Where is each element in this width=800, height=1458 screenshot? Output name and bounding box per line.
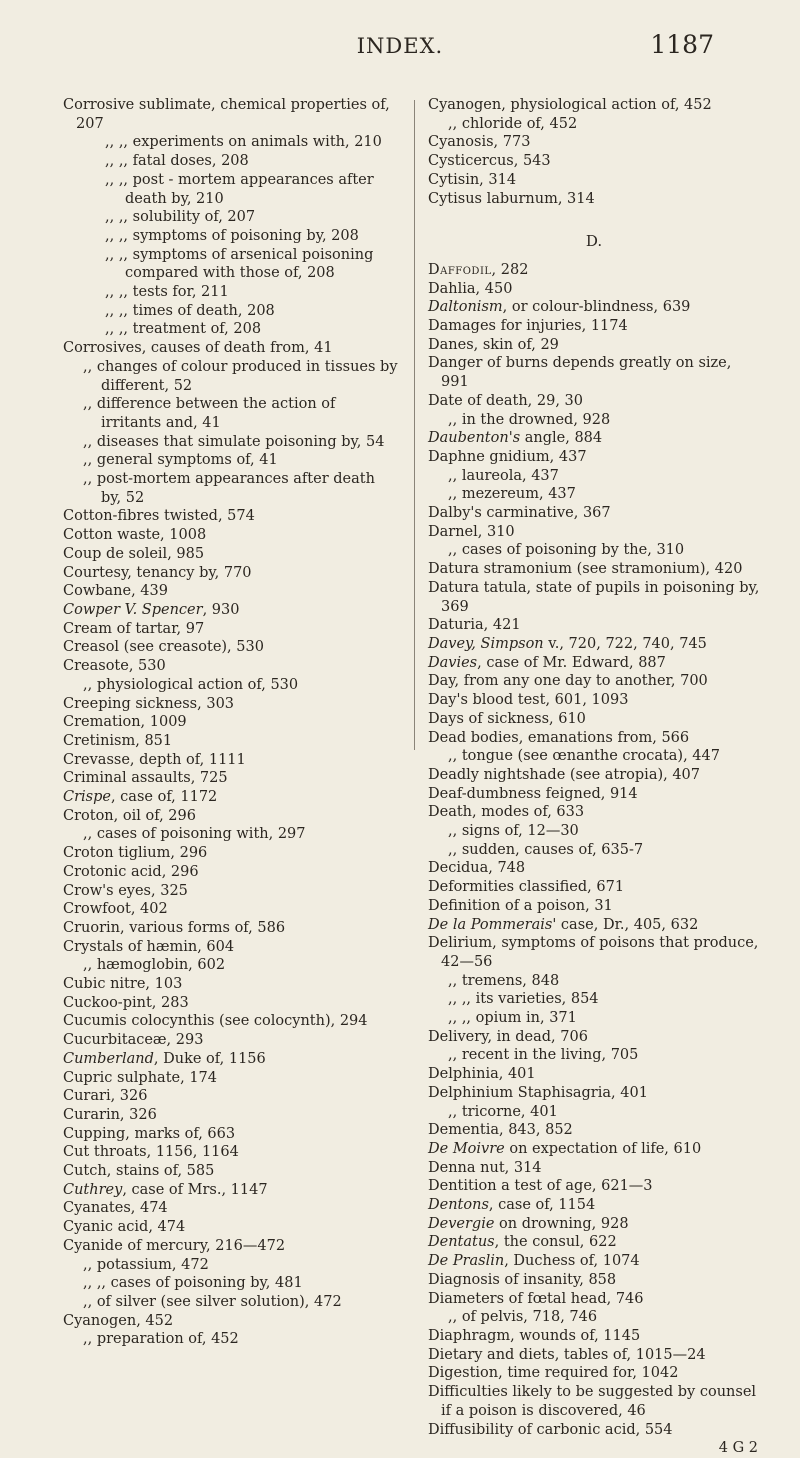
index-entry: Daphne gnidium, 437: [428, 448, 587, 465]
index-entry: Croton tiglium, 296: [63, 845, 208, 862]
index-entry: ,, laureola, 437: [448, 467, 559, 484]
right-bottom-entries: [428, 261, 760, 1439]
index-entry: Crowfoot, 402: [63, 901, 168, 918]
index-entry: Cytisin, 314: [428, 171, 517, 188]
index-entry: Daubenton's angle, 884: [428, 430, 603, 447]
index-entry: ,, post-mortem appearances after death by, 52: [83, 471, 375, 506]
index-entry: Danger of burns depends greatly on size, 991: [428, 355, 732, 391]
index-entry: Diameters of fœtal head, 746: [428, 1290, 644, 1307]
index-entry: Creasote, 530: [63, 658, 166, 675]
index-entry: Coup de soleil, 985: [63, 545, 205, 562]
index-entry: De la Pommerais' case, Dr., 405, 632: [428, 916, 699, 933]
index-entry: Delirium, symptoms of poisons that produce, 42—56: [428, 935, 759, 970]
index-entry: Cyanates, 474: [63, 1200, 168, 1217]
index-entry: ,, changes of colour produced in tissues by different, 52: [83, 358, 398, 394]
index-entry: Damages for injuries, 1174: [428, 318, 628, 335]
index-entry: Dentition a test of age, 621—3: [428, 1178, 653, 1195]
index-entry: Denna nut, 314: [428, 1159, 542, 1176]
index-entry: Cysticercus, 543: [428, 153, 551, 170]
index-entry: Cupric sulphate, 174: [63, 1069, 217, 1086]
index-entry: Curari, 326: [63, 1088, 148, 1105]
index-entry: Cyanosis, 773: [428, 134, 531, 151]
index-entry: Danes, skin of, 29: [428, 336, 559, 353]
index-entry: Diagnosis of insanity, 858: [428, 1271, 617, 1288]
index-entry: Daturia, 421: [428, 617, 521, 634]
index-entry: Cuckoo-pint, 283: [63, 994, 189, 1011]
index-entry: Cut throats, 1156, 1164: [63, 1144, 239, 1161]
index-entry: ,, signs of, 12—30: [448, 823, 579, 840]
column-divider: [414, 100, 415, 750]
index-entry: ,, ,, its varieties, 854: [448, 991, 599, 1008]
index-entry: Dalby's carminative, 367: [428, 505, 611, 522]
right-top-entries: [428, 96, 760, 208]
index-entry: Corrosives, causes of death from, 41: [63, 340, 333, 357]
index-entry: Curarin, 326: [63, 1106, 157, 1123]
index-entry: ,, potassium, 472: [83, 1256, 209, 1273]
index-entry: ,, difference between the action of irritants and, 41: [83, 396, 336, 431]
index-entry: Dahlia, 450: [428, 280, 513, 297]
index-entry: ,, recent in the living, 705: [448, 1047, 639, 1064]
index-entry: Cowbane, 439: [63, 583, 168, 600]
index-entry: Deformities classified, 671: [428, 879, 625, 896]
index-entry: Deaf-dumbness feigned, 914: [428, 785, 638, 802]
index-entry: Devergie on drowning, 928: [428, 1215, 629, 1232]
index-entry: Crow's eyes, 325: [63, 882, 188, 899]
index-entry: ,, ,, tests for, 211: [105, 284, 229, 301]
index-entry: ,, in the drowned, 928: [448, 411, 611, 428]
index-entry: ,, ,, symptoms of poisoning by, 208: [105, 227, 359, 244]
running-title: INDEX.: [356, 34, 444, 58]
index-entry: ,, tremens, 848: [448, 972, 560, 989]
section-letter: D.: [585, 232, 603, 251]
index-entry: Dementia, 843, 852: [428, 1122, 573, 1139]
index-entry: De Praslin, Duchess of, 1074: [428, 1253, 640, 1270]
index-entry: Day, from any one day to another, 700: [428, 673, 708, 690]
left-column: [63, 96, 399, 1349]
index-entry: ,, general symptoms of, 41: [83, 452, 278, 469]
index-entry: ,, ,, symptoms of arsenical poisoning compared with those of, 208: [105, 246, 374, 282]
index-entry: ,, of silver (see silver solution), 472: [83, 1294, 342, 1310]
index-entry: Daltonism, or colour-blindness, 639: [428, 299, 691, 316]
index-entry: Crispe, case of, 1172: [63, 789, 218, 806]
index-entry: Difficulties likely to be suggested by counsel if a poison is discovered, 46: [428, 1384, 757, 1419]
index-entry: ,, ,, post - mortem appearances after death by, 210: [105, 171, 374, 207]
index-entry: ,, sudden, causes of, 635-7: [448, 841, 644, 858]
index-entry: Creasol (see creasote), 530: [63, 639, 264, 656]
index-entry: Delphinia, 401: [428, 1066, 536, 1083]
index-entry: ,, cases of poisoning with, 297: [83, 826, 306, 843]
index-entry: ,, ,, experiments on animals with, 210: [105, 134, 382, 151]
index-entry: Creeping sickness, 303: [63, 695, 235, 712]
index-entry: Dentatus, the consul, 622: [428, 1234, 617, 1251]
index-entry: Croton, oil of, 296: [63, 807, 196, 824]
index-entry: Davey, Simpson v., 720, 722, 740, 745: [428, 635, 707, 652]
index-entry: Dead bodies, emanations from, 566: [428, 729, 690, 746]
index-entry: Deadly nightshade (see atropia), 407: [428, 766, 701, 783]
index-entry: Davies, case of Mr. Edward, 887: [428, 654, 666, 671]
index-entry: Cyanide of mercury, 216—472: [63, 1237, 286, 1254]
index-entry: Day's blood test, 601, 1093: [428, 692, 629, 709]
index-entry: ,, preparation of, 452: [83, 1331, 239, 1348]
index-entry: Diaphragm, wounds of, 1145: [428, 1328, 641, 1344]
index-entry: Cytisus laburnum, 314: [428, 190, 595, 207]
page-number: 1187: [650, 30, 714, 59]
index-entry: Cyanogen, 452: [63, 1312, 174, 1329]
index-entry: ,, ,, times of death, 208: [105, 302, 275, 319]
index-entry: Cremation, 1009: [63, 714, 187, 731]
index-entry: ,, chloride of, 452: [448, 115, 578, 132]
index-entry: Corrosive sublimate, chemical properties of, 207: [63, 97, 390, 132]
index-entry: Cucumis colocynthis (see colocynth), 294: [63, 1013, 368, 1030]
index-entry: Cowper V. Spencer, 930: [63, 601, 240, 618]
index-entry: ,, ,, fatal doses, 208: [105, 153, 249, 170]
index-entry: ,, physiological action of, 530: [83, 676, 299, 693]
index-entry: Cuthrey, case of Mrs., 1147: [63, 1181, 268, 1198]
index-entry: Delivery, in dead, 706: [428, 1028, 588, 1045]
index-entry: Daffodil, 282: [428, 261, 529, 278]
index-entry: Cotton-fibres twisted, 574: [63, 508, 255, 525]
index-entry: Cumberland, Duke of, 1156: [63, 1050, 266, 1067]
index-entry: Decidua, 748: [428, 860, 526, 877]
index-entry: Cotton waste, 1008: [63, 527, 207, 544]
index-entry: Cruorin, various forms of, 586: [63, 919, 286, 936]
index-entry: Dietary and diets, tables of, 1015—24: [428, 1346, 706, 1363]
index-entry: ,, of pelvis, 718, 746: [448, 1309, 598, 1326]
index-entry: Cream of tartar, 97: [63, 620, 205, 637]
right-column: [428, 96, 760, 1458]
index-entry: ,, cases of poisoning by the, 310: [448, 542, 685, 559]
index-entry: Datura stramonium (see stramonium), 420: [428, 561, 743, 578]
index-entry: ,, diseases that simulate poisoning by, 54: [83, 433, 385, 450]
index-entry: Crotonic acid, 296: [63, 863, 199, 880]
index-entry: Days of sickness, 610: [428, 710, 586, 727]
index-entry: Delphinium Staphisagria, 401: [428, 1084, 648, 1101]
index-entry: Datura tatula, state of pupils in poisoning by, 369: [428, 579, 760, 615]
index-entry: Cubic nitre, 103: [63, 976, 183, 993]
index-entry: Diffusibility of carbonic acid, 554: [428, 1421, 673, 1438]
index-entry: Darnel, 310: [428, 523, 515, 540]
index-entry: Crystals of hæmin, 604: [63, 938, 235, 955]
index-entry: Courtesy, tenancy by, 770: [63, 564, 252, 581]
index-entry: ,, ,, cases of poisoning by, 481: [83, 1275, 303, 1292]
index-entry: Definition of a poison, 31: [428, 897, 613, 914]
index-entry: Criminal assaults, 725: [63, 770, 228, 787]
index-entry: Death, modes of, 633: [428, 804, 585, 821]
index-entry: ,, ,, opium in, 371: [448, 1010, 577, 1027]
index-entry: Digestion, time required for, 1042: [428, 1365, 679, 1382]
index-entry: ,, ,, treatment of, 208: [105, 321, 262, 338]
signature-mark: 4 G 2: [718, 1440, 758, 1457]
index-entry: Cupping, marks of, 663: [63, 1125, 236, 1142]
index-entry: Dentons, case of, 1154: [428, 1197, 596, 1214]
index-entry: Cyanogen, physiological action of, 452: [428, 97, 712, 113]
index-entry: Cyanic acid, 474: [63, 1219, 186, 1236]
index-entry: Cutch, stains of, 585: [63, 1163, 215, 1180]
index-entry: ,, ,, solubility of, 207: [105, 209, 256, 226]
index-entry: ,, tongue (see œnanthe crocata), 447: [448, 748, 720, 765]
index-entry: Date of death, 29, 30: [428, 392, 584, 409]
index-entry: Cretinism, 851: [63, 732, 173, 749]
index-entry: Crevasse, depth of, 1111: [63, 751, 246, 768]
index-entry: De Moivre on expectation of life, 610: [428, 1140, 702, 1157]
index-entry: ,, mezereum, 437: [448, 486, 576, 503]
index-entry: ,, hæmoglobin, 602: [83, 957, 226, 974]
index-entry: ,, tricorne, 401: [448, 1103, 558, 1120]
index-entry: Cucurbitaceæ, 293: [63, 1032, 204, 1049]
